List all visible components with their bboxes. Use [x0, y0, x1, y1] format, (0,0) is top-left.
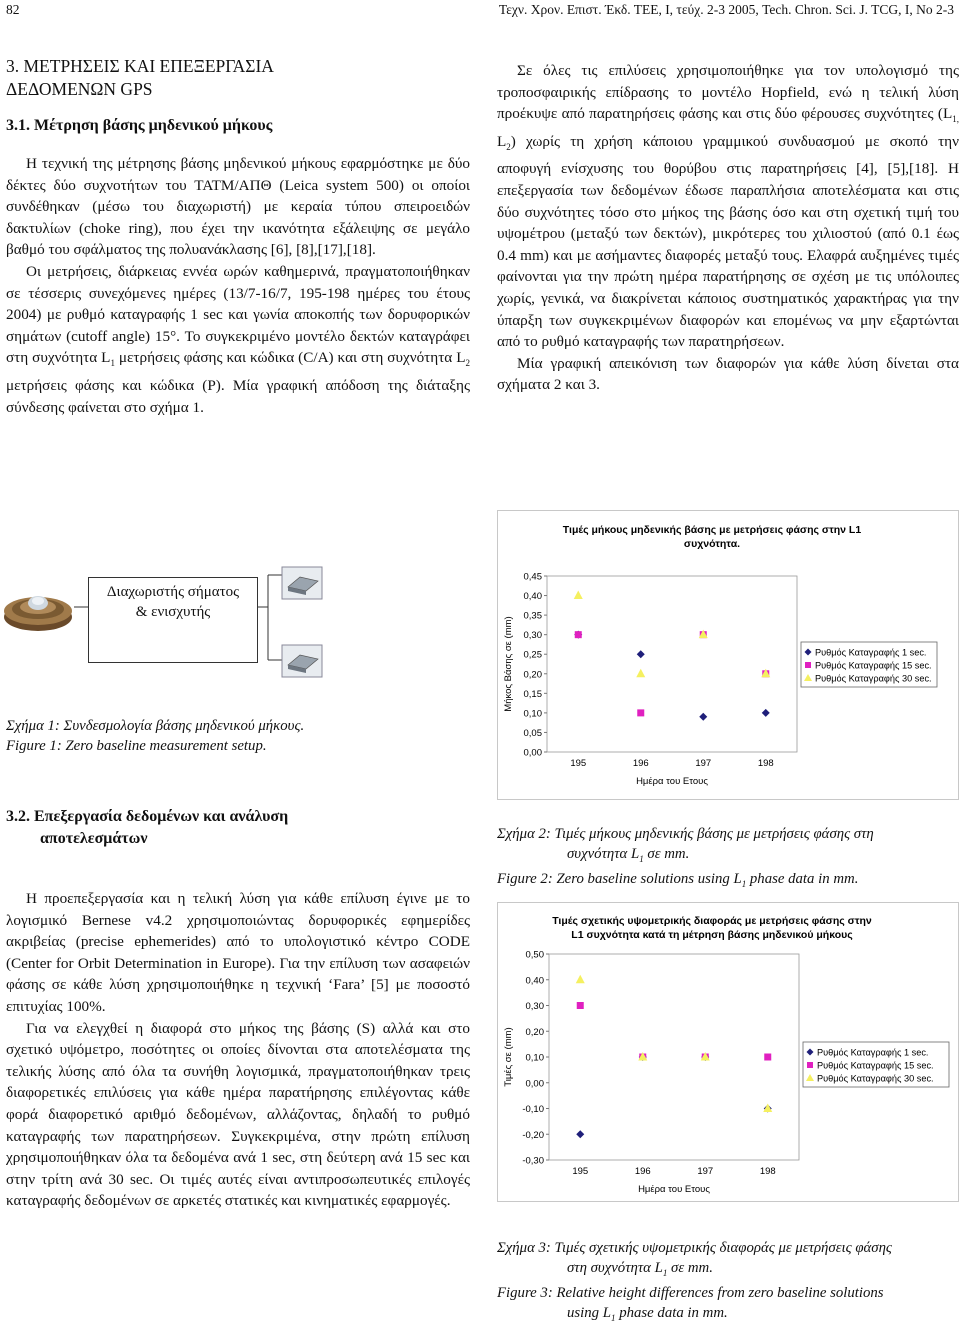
- x-axis-label: Ημέρα του Ετους: [636, 776, 708, 787]
- chart-1: [497, 510, 959, 800]
- x-tick-label: 195: [572, 1166, 589, 1177]
- figure-2-caption: [497, 824, 959, 894]
- legend-label: Ρυθμός Καταγραφής 30 sec.: [817, 1073, 934, 1084]
- chart-title: Τιμές σχετικής υψομετρικής διαφοράς με μετρήσεις φάσης στην: [552, 915, 872, 927]
- subsection-title-2-line2: αποτελεσμάτων: [40, 830, 148, 847]
- y-tick-label: -0,20: [522, 1129, 544, 1141]
- y-tick-label: 0,35: [523, 610, 542, 622]
- y-tick-label: 0,20: [523, 669, 542, 681]
- y-tick-label: 0,30: [525, 1001, 544, 1012]
- data-point-2: [637, 709, 644, 716]
- y-tick-label: 0,15: [523, 688, 542, 700]
- paragraph: Μία γραφική απεικόνιση των διαφορών για κάθε λύση δίνεται στα σχήματα 2 και 3.: [497, 354, 959, 394]
- y-tick-label: 0,10: [523, 708, 542, 720]
- paragraph: Για να ελεγχθεί η διαφορά στο μήκος της βάσης (S) αλλά και στο σχετικό υψόμετρο, ποσότητες οι οποίες δίνονται στα αποτελέσματα της τελικής λύσης από όλα τα συνήθη λογισμικά, πραγματοποιήθηκαν τρεις διαφορετικές επιλύσεις για κάθε ημέρα παρατήρησης επιλέγοντας κάθε φορά διαφορετικό αριθμό δεδομένων, αλλάζοντας, δηλαδή το ρυθμό καταγραφής των παρατηρήσεων. Συγκεκριμένα, στην πρώτη επίλυση χρησιμοποιήθηκαν όλα τα δεδομένα ανά 1 sec, στη δεύτερη ανά 15 sec και στην τρίτη ανά 30 sec. Οι τιμές αυτές είναι αντιπροσωπευτικές επιλογές καταγραφής δεδομένων σε αρκετές στατικές και κινηματικές εφαρμογές.: [6, 1019, 470, 1210]
- x-tick-label: 195: [570, 758, 587, 769]
- chart-1-svg: [497, 510, 959, 800]
- data-point-2: [577, 1002, 584, 1009]
- caption-greek-line2: στη συχνότητα $L_1$ σε mm.: [567, 1260, 713, 1278]
- caption-greek-line2: συχνότητα $L_1$ σε mm.: [567, 846, 690, 864]
- chart-2: [497, 902, 959, 1202]
- figure-1-caption: [6, 716, 466, 756]
- choke-ring-antenna-icon: [4, 596, 72, 631]
- x-tick-label: 196: [634, 1166, 651, 1177]
- left-column-bottom: [6, 806, 470, 1212]
- y-tick-label: 0,30: [523, 630, 542, 642]
- section-title: 3. ΜΕΤΡΗΣΕΙΣ ΚΑΙ ΕΠΕΞΕΡΓΑΣΙΑ: [6, 56, 274, 76]
- paragraph: Οι μετρήσεις, διάρκειας εννέα ωρών καθημερινά, πραγματοποιήθηκαν σε τέσσερις συνεχόμενες ημέρες (13/7-16/7, 195-198 ημέρες του έτους 2004) με ρυθμό καταγραφής 1 sec και γωνία αποκοπής των δορυφορικών σημάτων (cutoff angle) 15°. Το συγκεκριμένο μοντέλο δεκτών καταγράφει στη συχνότητα $L_1$ μετρήσεις φάσης και κώδικα (C/A) και στη συχνότητα $L_2$ μετρήσεις φάσης και κώδικα (P). Μία γραφική απόδοση της διάταξης σύνδεσης φαίνεται στο σχήμα 1.: [6, 262, 470, 416]
- x-tick-label: 198: [759, 1166, 776, 1177]
- y-tick-label: 0,40: [525, 975, 544, 987]
- legend-marker: [805, 662, 811, 668]
- x-tick-label: 197: [697, 1166, 714, 1177]
- y-tick-label: 0,05: [523, 727, 542, 739]
- paragraph: Σε όλες τις επιλύσεις χρησιμοποιήθηκε για τον υπολογισμό της τροποσφαιρικής επίδρασης το μοντέλο Hopfield, ενώ η τελική λύση προέκυψε από παρατηρήσεις φάσης και στις δύο φέρουσες συχνότητες ($L_{1,}$ $L_2$) χωρίς τη χρήση κάποιου γραμμικού συνδυασμού με σκοπό την αποφυγή ενίσχυσης του θορύβου στις παρατηρήσεις [4], [5],[18]. Η επεξεργασία των δεδομένων έδωσε παραπλήσια αποτελέσματα και στις δύο συχνότητες τόσο στο μήκος της βάσης όσο και στη σχετική τιμή του υψομέτρου (μεταξύ των δεκτών), μικρότερες του χιλιοστού (από 0.1 έως 0.4 mm) και με ασήμαντες διαφορές μεταξύ τους. Ελαφρά αυξημένες τιμές φαίνονται για την πρώτη ημέρα παρατήρησης σε σχέση με τις υπόλοιπες χωρίς, γενικά, να διακρίνεται κάποιος συστηματικός χαρακτήρας για την ύπαρξη των συγκεκριμένων διαφορών και επομένως να μην εξαρτώνται από το ρυθμό καταγραφής των παρατηρήσεων.: [497, 62, 959, 351]
- y-tick-label: 0,00: [523, 747, 542, 759]
- figure-3-caption: [497, 1238, 959, 1328]
- caption-english: Figure 1: Zero baseline measurement setup.: [6, 738, 267, 754]
- caption-english-line2: using $L_1$ phase data in mm.: [567, 1304, 728, 1323]
- journal-reference: Τεχν. Χρον. Επιστ. Έκδ. ΤΕΕ, Ι, τεύχ. 2-3 2005, Tech. Chron. Sci. J. TCG, I, No 2-3: [498, 2, 954, 17]
- x-tick-label: 196: [632, 758, 649, 769]
- y-tick-label: 0,45: [523, 571, 542, 583]
- caption-greek: Σχήμα 3: Τιμές σχετικής υψομετρικής διαφοράς με μετρήσεις φάσης: [497, 1240, 892, 1256]
- legend-label: Ρυθμός Καταγραφής 30 sec.: [815, 673, 932, 684]
- splitter-amplifier-box: [88, 577, 258, 663]
- legend-label: Ρυθμός Καταγραφής 15 sec.: [817, 1060, 934, 1071]
- y-tick-label: 0,00: [525, 1078, 544, 1090]
- chart-2-svg: [497, 902, 959, 1202]
- y-tick-label: -0,10: [522, 1104, 544, 1115]
- left-column-top: [6, 55, 470, 418]
- right-column-top: [497, 60, 959, 396]
- caption-greek: Σχήμα 2: Τιμές μήκους μηδενικής βάσης με μετρήσεις φάσης στη: [497, 826, 874, 842]
- chart-title: συχνότητα.: [683, 538, 741, 550]
- x-tick-label: 198: [757, 758, 774, 769]
- receiver-icon: [282, 645, 322, 677]
- chart-title: L1 συχνότητα κατά τη μέτρηση βάσης μηδενικού μήκους: [571, 929, 853, 941]
- legend-marker: [807, 1062, 813, 1068]
- paragraph: Η τεχνική της μέτρησης βάσης μηδενικού μήκους εφαρμόστηκε με δύο δέκτες δύο συχνοτήτων του ΤΑΤΜ/ΑΠΘ (Leica system 500) οι οποίοι συνδέθηκαν (μέσω του διαχωριστή) με κεραία τύπου σπειροειδών δακτυλίων (choke ring), που έχει την ικανότητα εξάλειψης σε μεγάλο βαθμό του σφάλματος της πολυανάκλασης [6], [8],[17],[18].: [6, 155, 470, 259]
- page-number: 82: [6, 2, 20, 17]
- caption-english: Figure 2: Zero baseline solutions using $L_1$ phase data in mm.: [497, 870, 859, 889]
- splitter-label: Διαχωριστής σήματος & ενισχυτής: [106, 584, 240, 620]
- page-header: [0, 0, 960, 22]
- caption-english: Figure 3: Relative height differences from zero baseline solutions: [497, 1284, 884, 1301]
- y-axis-label: Μήκος Βάσης σε (mm): [503, 616, 514, 712]
- y-tick-label: 0,50: [525, 949, 544, 961]
- legend-label: Ρυθμός Καταγραφής 15 sec.: [815, 660, 932, 671]
- caption-greek: Σχήμα 1: Συνδεσμολογία βάσης μηδενικού μήκους.: [6, 718, 305, 734]
- receiver-icon: [282, 567, 322, 599]
- y-tick-label: 0,25: [523, 649, 542, 661]
- y-tick-label: -0,30: [522, 1155, 544, 1167]
- legend-label: Ρυθμός Καταγραφής 1 sec.: [815, 647, 927, 658]
- chart-title: Τιμές μήκους μηδενικής βάσης με μετρήσεις φάσης στην L1: [562, 524, 862, 536]
- y-tick-label: 0,20: [525, 1026, 544, 1038]
- section-title-line2: ΔΕΔΟΜΕΝΩΝ GPS: [6, 79, 153, 99]
- x-tick-label: 197: [695, 758, 712, 769]
- subsection-title-2: 3.2. Επεξεργασία δεδομένων και ανάλυση: [6, 808, 289, 825]
- subsection-title: 3.1. Μέτρηση βάσης μηδενικού μήκους: [6, 117, 273, 134]
- y-tick-label: 0,40: [523, 591, 542, 603]
- legend-label: Ρυθμός Καταγραφής 1 sec.: [817, 1047, 929, 1058]
- paragraph: Η προεπεξεργασία και η τελική λύση για κάθε επίλυση έγινε με το λογισμικό Bernese v4.2 χρησιμοποιώντας δορυφορικές εφημερίδες ακριβείας (precise ephemerides) από το υπολογιστικό κέντρο CODE (Center for Orbit Determination in Europe). Για την επίλυση των ασαφειών φάσης σε κάθε λύση χρησιμοποιήθηκε η τεχνική ‘Fara’ [5] με ποσοστό επιτυχίας 100%.: [6, 890, 470, 1015]
- data-point-2: [764, 1054, 771, 1061]
- y-tick-label: 0,10: [525, 1052, 544, 1064]
- y-axis-label: Τιμές σε (mm): [503, 1027, 514, 1087]
- data-point-2: [575, 631, 582, 638]
- x-axis-label: Ημέρα του Ετους: [638, 1184, 710, 1195]
